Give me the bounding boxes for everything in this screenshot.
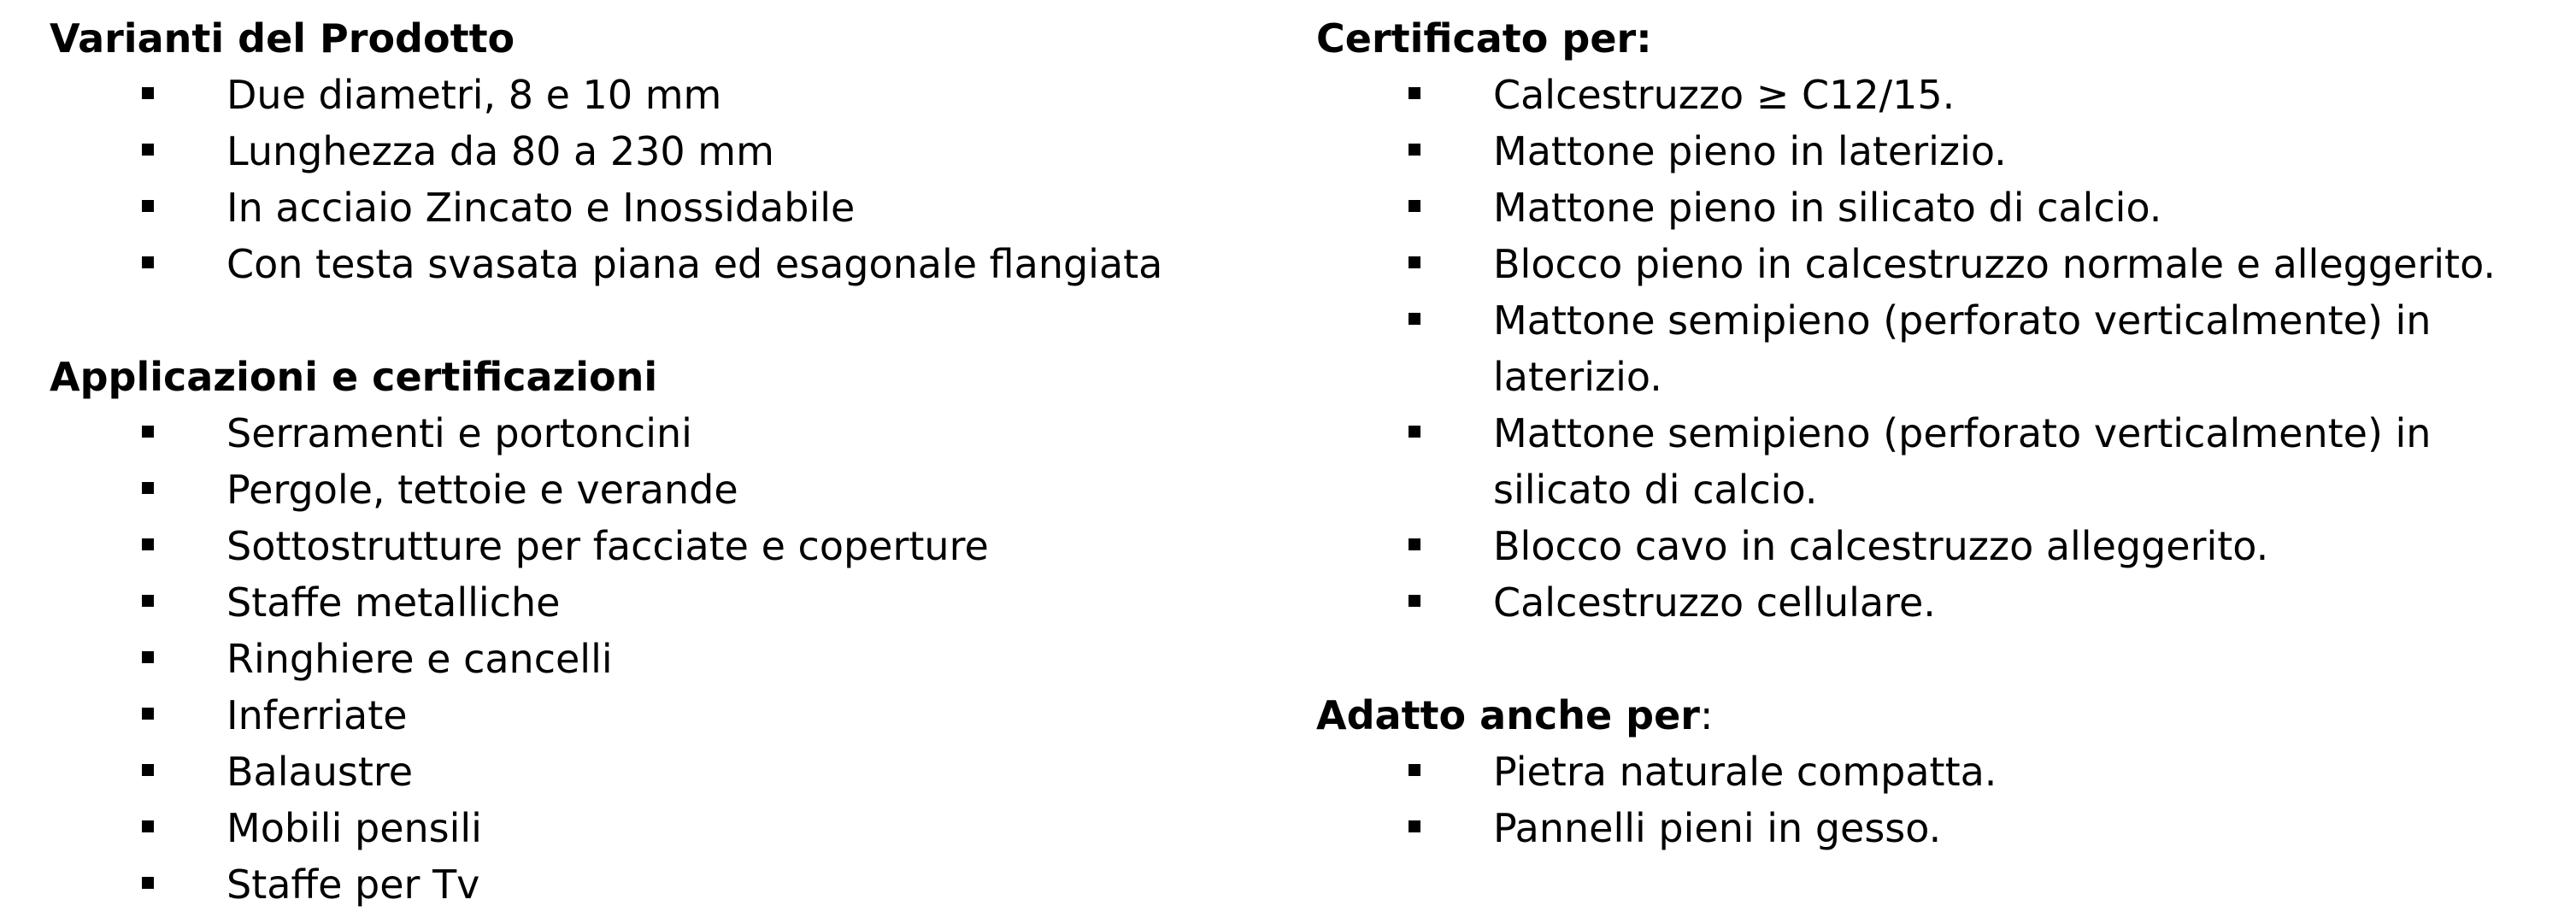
list-item-text: Con testa svasata piana ed esagonale flangiata (226, 241, 1163, 287)
list-item-text: Staffe metalliche (226, 579, 561, 626)
square-bullet-icon (142, 538, 154, 550)
list-item (1316, 744, 2564, 800)
square-bullet-icon (1409, 256, 1420, 268)
list-item (50, 462, 1263, 518)
suitable-heading (1316, 687, 2564, 744)
list-item-text: Pergole, tettoie e verande (226, 467, 738, 513)
list-item-text: Pietra naturale compatta. (1493, 749, 1997, 795)
applications-heading: Applicazioni e certificazioni (50, 354, 658, 400)
list-item (1316, 179, 2564, 236)
list-item-text: In acciaio Zincato e Inossidabile (226, 185, 856, 231)
applications-list (50, 405, 1263, 913)
square-bullet-icon (1409, 538, 1420, 550)
list-item-text: Due diametri, 8 e 10 mm (226, 72, 722, 118)
square-bullet-icon (142, 708, 154, 720)
suitable-heading-colon: : (1700, 692, 1714, 738)
list-item (50, 687, 1263, 744)
right-column (1316, 10, 2564, 856)
list-item-text: Mobili pensili (226, 805, 482, 851)
list-item-text: Blocco pieno in calcestruzzo normale e alleggerito. (1493, 241, 2497, 287)
square-bullet-icon (142, 426, 154, 438)
suitable-list (1316, 744, 2564, 856)
list-item-text: Mattone semipieno (perforato verticalmente) in laterizio. (1493, 297, 2432, 400)
list-item-text: Balaustre (226, 749, 414, 795)
list-item (1316, 518, 2564, 574)
list-item (50, 631, 1263, 687)
variants-heading: Varianti del Prodotto (50, 15, 515, 62)
square-bullet-icon (1409, 200, 1420, 212)
square-bullet-icon (142, 651, 154, 663)
list-item (50, 67, 1263, 123)
list-item-text: Ringhiere e cancelli (226, 636, 613, 682)
suitable-heading-text: Adatto anche per (1316, 692, 1700, 738)
left-column (50, 10, 1263, 913)
square-bullet-icon (142, 764, 154, 776)
list-item (50, 574, 1263, 631)
list-item (1316, 800, 2564, 856)
square-bullet-icon (142, 200, 154, 212)
list-item-text: Lunghezza da 80 a 230 mm (226, 128, 774, 174)
square-bullet-icon (142, 595, 154, 607)
square-bullet-icon (142, 482, 154, 494)
list-item-text: Calcestruzzo cellulare. (1493, 579, 1936, 626)
square-bullet-icon (142, 256, 154, 268)
square-bullet-icon (1409, 820, 1420, 832)
list-item-text: Pannelli pieni in gesso. (1493, 805, 1942, 851)
square-bullet-icon (1409, 144, 1420, 156)
list-item-text: Sottostrutture per facciate e coperture (226, 523, 989, 569)
list-item-text: Inferriate (226, 692, 408, 738)
list-item (50, 236, 1263, 292)
list-item (50, 179, 1263, 236)
list-item-text: Calcestruzzo ≥ C12/15. (1493, 72, 1956, 118)
list-item-text: Mattone pieno in silicato di calcio. (1493, 185, 2162, 231)
list-item (1316, 405, 2564, 518)
square-bullet-icon (1409, 87, 1420, 99)
square-bullet-icon (142, 877, 154, 889)
section-spacer (1316, 631, 2564, 687)
list-item (50, 518, 1263, 574)
list-item (1316, 574, 2564, 631)
list-item (1316, 67, 2564, 123)
list-item (1316, 292, 2564, 405)
square-bullet-icon (142, 820, 154, 832)
square-bullet-icon (1409, 313, 1420, 325)
list-item (50, 405, 1263, 462)
list-item (50, 856, 1263, 913)
variants-list (50, 67, 1263, 292)
list-item (1316, 236, 2564, 292)
list-item-text: Mattone semipieno (perforato verticalmente) in silicato di calcio. (1493, 410, 2432, 513)
list-item (50, 123, 1263, 179)
section-spacer (50, 292, 1263, 349)
square-bullet-icon (1409, 426, 1420, 438)
certified-heading: Certificato per: (1316, 15, 1652, 62)
square-bullet-icon (1409, 764, 1420, 776)
square-bullet-icon (142, 87, 154, 99)
square-bullet-icon (1409, 595, 1420, 607)
certified-list (1316, 67, 2564, 631)
list-item-text: Staffe per Tv (226, 861, 480, 908)
list-item-text: Blocco cavo in calcestruzzo alleggerito. (1493, 523, 2269, 569)
list-item (50, 800, 1263, 856)
square-bullet-icon (142, 144, 154, 156)
list-item-text: Mattone pieno in laterizio. (1493, 128, 2007, 174)
list-item-text: Serramenti e portoncini (226, 410, 692, 456)
list-item (1316, 123, 2564, 179)
list-item (50, 744, 1263, 800)
